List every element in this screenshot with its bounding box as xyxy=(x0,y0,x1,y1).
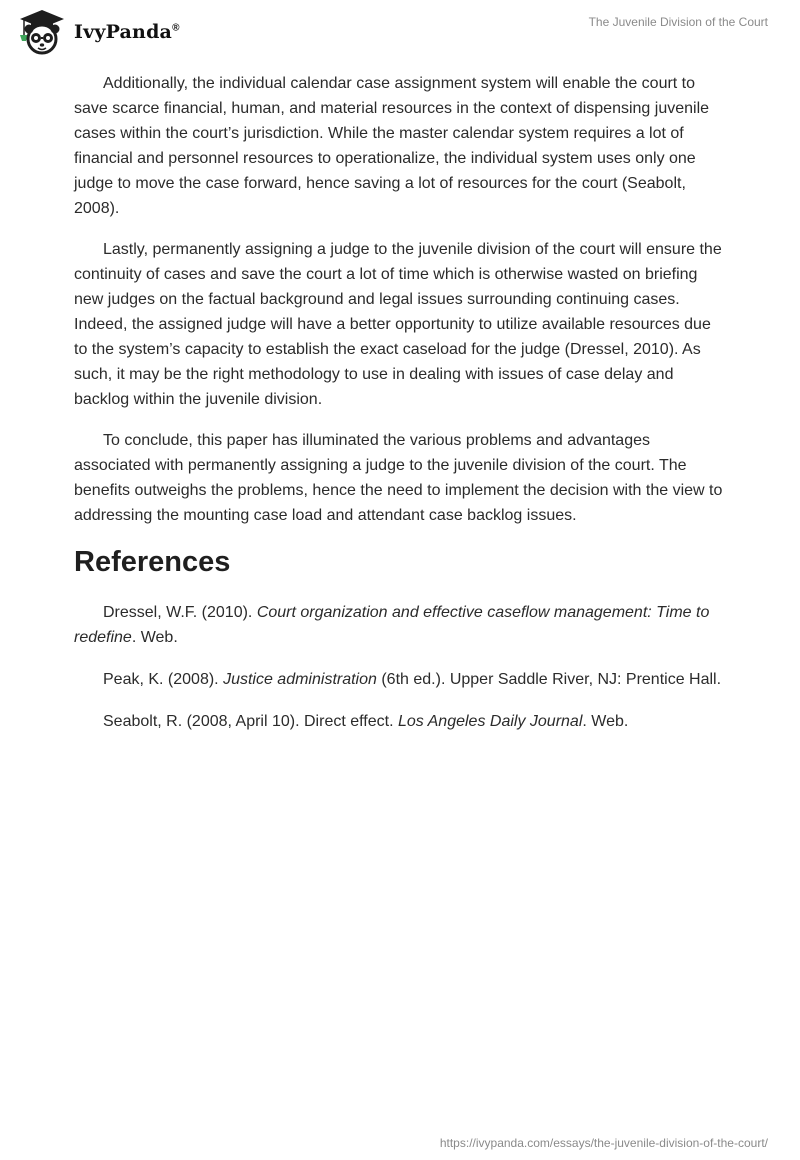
body-paragraph-1: Additionally, the individual calendar case assignment system will enable the court to save scarce financial, human, and material resources in the context of dispensing juvenile cases within the court’s jurisdiction. While the master calendar system requires a lot of financial and personnel resources to operationalize, the individual system uses only one judge to move the case forward, hence saving a lot of resources for the court (Seabolt, 2008). xyxy=(74,75,710,217)
reference-title: Los Angeles Daily Journal xyxy=(397,713,583,730)
body-paragraph-3: To conclude, this paper has illuminated the various problems and advantages associated with permanently assigning a judge to the juvenile division of the court. The benefits outweighs the problems, hence the need to implement the decision with the view to addressing the mounting case load and attendant case backlog issues. xyxy=(74,432,723,524)
reference-text: . Web. xyxy=(582,713,629,730)
reference-item xyxy=(74,709,728,734)
reference-text: . Web. xyxy=(131,629,178,646)
reference-text: Dressel, W.F. (2010). xyxy=(103,604,257,621)
ivypanda-logo[interactable] xyxy=(14,8,180,56)
reference-text: Peak, K. (2008). xyxy=(103,671,224,688)
reference-title: Court organization and effective caseflow management: Time to redefine xyxy=(74,604,710,646)
page-header xyxy=(0,0,800,64)
reference-text: Seabolt, R. (2008, April 10). Direct effect. xyxy=(103,713,398,730)
source-url[interactable]: https://ivypanda.com/essays/the-juvenile-division-of-the-court/ xyxy=(439,1136,768,1150)
reference-item xyxy=(74,600,728,650)
panda-graduate-icon xyxy=(14,8,70,56)
reference-item xyxy=(74,667,728,692)
brand-name xyxy=(74,21,180,43)
essay-body xyxy=(74,71,728,751)
references-heading: References xyxy=(74,546,231,578)
brand-text: IvyPanda xyxy=(74,21,173,43)
reference-title: Justice administration xyxy=(223,671,377,688)
registered-mark: ® xyxy=(172,22,180,34)
reference-text: (6th ed.). Upper Saddle River, NJ: Prentice Hall. xyxy=(376,671,722,688)
document-title: The Juvenile Division of the Court xyxy=(588,15,768,29)
body-paragraph-2: Lastly, permanently assigning a judge to the juvenile division of the court will ensure the continuity of cases and save the court a lot of time which is otherwise wasted on briefing new judges on the factual background and legal issues surrounding continuing cases. Indeed, the assigned judge will have a better opportunity to utilize available resources due to the system’s capacity to establish the exact caseload for the judge (Dressel, 2010). As such, it may be the right methodology to use in dealing with issues of case delay and backlog within the juvenile division. xyxy=(74,241,722,408)
